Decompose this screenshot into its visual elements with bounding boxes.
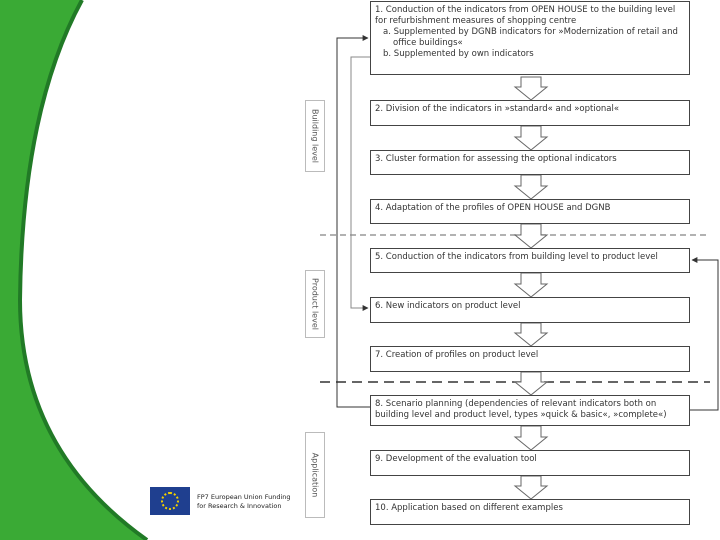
step-8-box [370,395,690,426]
connector-loop-8-to-1 [337,38,370,407]
building-level-label: Building level [305,100,325,172]
flow-arrow-9 [515,476,547,499]
flow-arrow-4 [515,224,547,248]
connector-1-to-6 [351,57,370,308]
step-5-text: 5. Conduction of the indicators from building level to product level [375,252,658,262]
connector-8-to-5 [690,260,718,410]
step-4-text: 4. Adaptation of the profiles of OPEN HOUSE and DGNB [375,203,611,213]
step-3-box [370,150,690,175]
step-6-box [370,297,690,323]
flow-arrow-6 [515,323,547,346]
product-level-label: Product level [305,270,325,338]
flow-arrow-5 [515,273,547,297]
step-9-text: 9. Development of the evaluation tool [375,454,537,464]
step-8-text: 8. Scenario planning (dependencies of relevant indicators both on building level and product level, types »quick & basic«, »complete«) [375,399,667,420]
flow-arrow-1 [515,77,547,100]
step-3-text: 3. Cluster formation for assessing the optional indicators [375,154,617,164]
step-5-box [370,248,690,273]
step-1-sub-b: b. Supplemented by own indicators [383,49,534,59]
flow-arrow-2 [515,126,547,150]
step-7-box [370,346,690,372]
step-2-box [370,100,690,126]
funding-line-2: for Research & Innovation [197,502,282,510]
flow-arrow-8 [515,426,547,450]
flow-arrow-7 [515,372,547,395]
step-1-text: 1. Conduction of the indicators from OPEN HOUSE to the building level for refurbishment measures of shopping centre [375,5,676,26]
step-6-text: 6. New indicators on product level [375,301,521,311]
eu-flag-logo [150,487,190,515]
step-7-text: 7. Creation of profiles on product level [375,350,539,360]
funding-line-1: FP7 European Union Funding [197,493,291,501]
step-1-sub-a: a. Supplemented by DGNB indicators for »Modernization of retail and office buildings« [383,27,678,48]
step-10-box [370,499,690,525]
step-10-text: 10. Application based on different examples [375,503,563,513]
application-level-label: Application [305,432,325,518]
flow-arrow-3 [515,175,547,199]
step-9-box [370,450,690,476]
step-2-text: 2. Division of the indicators in »standard« and »optional« [375,104,620,114]
funding-text [197,493,291,511]
eu-stars-icon [161,492,179,510]
step-1-box [370,1,690,75]
flow-arrows [515,77,547,499]
step-4-box [370,199,690,224]
